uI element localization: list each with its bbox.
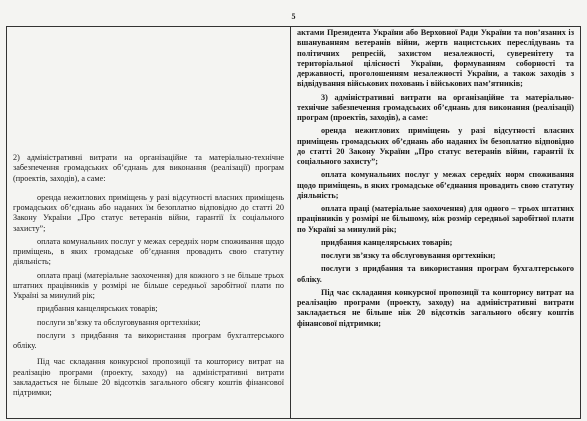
left-item-communications: послуги зв’язку та обслуговування оргтехніки; [37, 317, 201, 327]
left-column-current-text [7, 27, 291, 418]
left-item-utilities: оплата комунальних послуг у межах середніх норм споживання щодо приміщень, в яких громадське об’єднання провадить свою статутну діяльність; [13, 236, 284, 267]
right-column-proposed-text [291, 27, 580, 418]
right-item-communications: послуги зв’язку та обслуговування оргтехніки; [321, 251, 496, 260]
right-item-3-heading: 3) адміністративні витрати на організаційне та матеріально-технічне забезпечення громадських об’єднань для виконання (реалізації) програм (проектів, заходів), а саме: [297, 92, 574, 122]
page-number: 5 [291, 12, 296, 21]
comparison-table [6, 26, 581, 419]
left-item-salary: оплата праці (матеріальне заохочення) для кожного з не більше трьох штатних працівників у розмірі не більше середньої заробітної плати по Україні за минулий рік; [13, 270, 284, 300]
right-item-budget-limit: Під час складання конкурсної пропозиції та кошторису витрат на реалізацію програми (проекту, заходу) на адміністративні витрати закладається не більше ніж 20 відсотків загального обсягу коштів фінансової підтримки; [297, 287, 574, 328]
left-item-stationery: придбання канцелярських товарів; [37, 304, 158, 314]
left-item-accounting: послуги з придбання та використання програм бухгалтерського обліку. [13, 330, 284, 350]
right-item-continuation: актами Президента України або Верховної Ради України та пов’язаних із вшануванням ветеранів війни, жертв нацистських переслідувань та політичних репресій, захистом незалежності, суверенітету та територіальної цілісності України, формуванням соборності та державності, проголошенням незалежності України, а також заходів з відвідування військових поховань і військових пам’ятників; [297, 28, 574, 89]
right-item-stationery: придбання канцелярських товарів; [321, 237, 453, 247]
left-item-2-heading: 2) адміністративні витрати на організаційне та матеріально-технічне забезпечення громадських об’єднань для виконання (реалізації) програм (проектів, заходів), а саме: [13, 153, 284, 183]
right-item-accounting: послуги з придбання та використання програм бухгалтерського обліку. [297, 264, 574, 284]
right-item-utilities: оплата комунальних послуг у межах середніх норм споживання щодо приміщень, в яких громадське об’єднання провадить свою статутну діяльність; [297, 170, 574, 200]
right-item-rent: оренда нежитлових приміщень у разі відсутності власних приміщень громадських об’єднань або наданих їм безоплатно відповідно до статті 20 Закону України „Про статус ветеранів війни, гарантії їх соціального захисту”; [297, 126, 574, 166]
left-item-rent: оренда нежитлових приміщень у разі відсутності власних приміщень громадських об’єднань або наданих їм безоплатно відповідно до статті 20 Закону України „Про статус ветеранів війни, гарантії їх соціального захисту”; [13, 192, 284, 233]
left-item-budget-limit: Під час складання конкурсної пропозиції та кошторису витрат на реалізацію програми (проекту, заходу) на адміністративні витрати закладається не більше 20 відсотків загального обсягу коштів фінансової підтримки; [13, 357, 284, 397]
right-item-salary: оплата праці (матеріальне заохочення) для одного – трьох штатних працівників у розмірі не більшому, ніж розмір середньої заробітної плати по Україні за минулий рік; [297, 204, 574, 234]
